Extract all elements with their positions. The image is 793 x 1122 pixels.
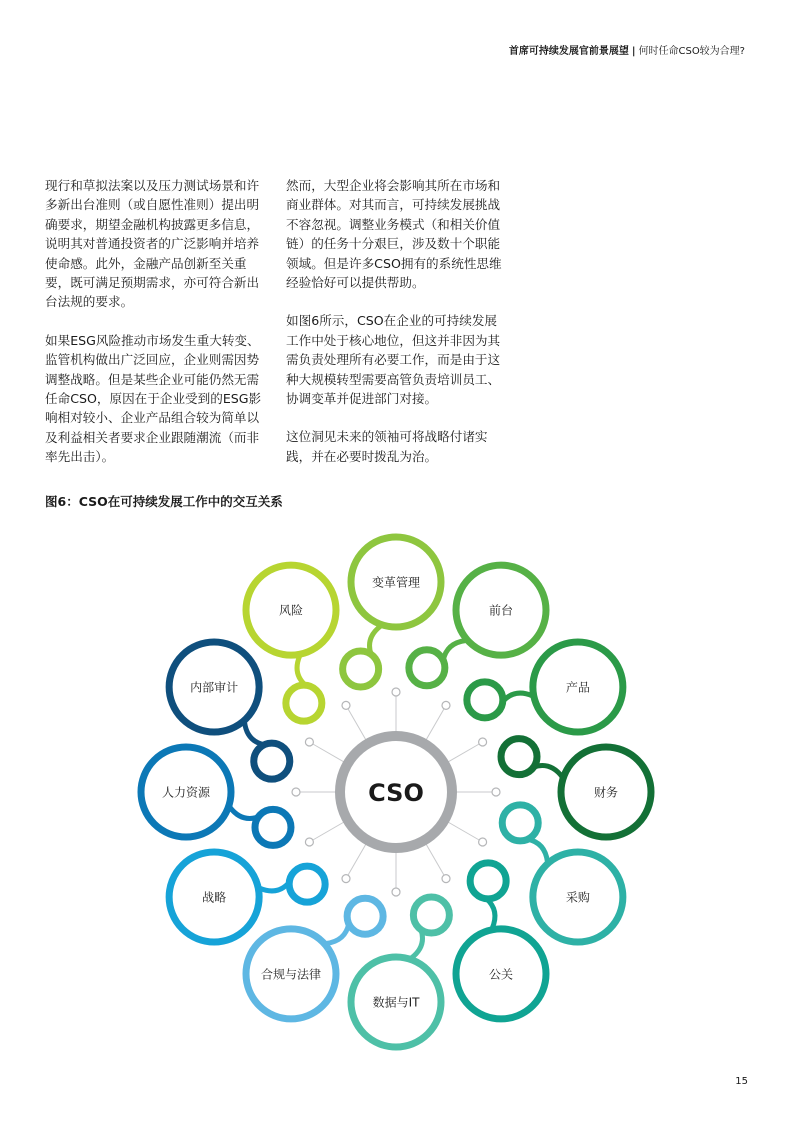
header-separator: |	[631, 46, 636, 57]
section-title: 何时任命CSO较为合理?	[638, 46, 745, 57]
connector-ring	[289, 866, 325, 902]
spoke-dot	[305, 738, 313, 746]
spoke-dot	[442, 701, 450, 709]
department-label: 财务	[593, 785, 619, 800]
page-header	[509, 42, 745, 57]
department-label: 变革管理	[371, 575, 421, 590]
department-label: 数据与IT	[372, 995, 420, 1010]
right-paragraph-3: 这位洞见未来的领袖可将战略付诸实践，并在必要时拨乱为治。	[286, 429, 488, 464]
spoke-dot	[392, 688, 400, 696]
left-paragraph-1: 现行和草拟法案以及压力测试场景和许多新出台准则（或自愿性准则）提出明确要求，期望金融机构披露更多信息，说明其对普通投资者的广泛影响并培养使命感。此外，金融产品创新至关重要，既可满足预期需求，亦可符合新出台法规的要求。	[45, 178, 260, 310]
connector-ring	[470, 863, 506, 899]
connector-ring	[467, 682, 503, 718]
spoke-dot	[479, 838, 487, 846]
spoke-dot	[479, 738, 487, 746]
connector-ring	[413, 897, 449, 933]
connector-ring	[409, 650, 445, 686]
spoke-dot	[342, 875, 350, 883]
right-paragraph-2: 如图6所示，CSO在企业的可持续发展工作中处于核心地位，但这并非因为其需负责处理所有必要工作，而是由于这种大规模转型需要高管负责培训员工、协调变革并促进部门对接。	[286, 313, 501, 407]
report-title: 首席可持续发展官前景展望	[508, 46, 629, 57]
department-label: 合规与法律	[260, 967, 322, 982]
left-column	[45, 176, 267, 486]
spoke-dot	[492, 788, 500, 796]
department-label: 产品	[565, 680, 590, 695]
spoke-dot	[292, 788, 300, 796]
department-label: 内部审计	[190, 680, 239, 695]
right-column	[286, 176, 508, 485]
left-paragraph-2: 如果ESG风险推动市场发生重大转变、监管机构做出广泛回应，企业则需因势调整战略。但是某些企业可能仍然无需任命CSO，原因在于企业受到的ESG影响相对较小、企业产品组合较为简单以及利益相关者要求企业跟随潮流（而非率先出击）。	[45, 332, 262, 465]
spoke-dot	[392, 888, 400, 896]
department-label: 采购	[565, 890, 590, 905]
spoke-dot	[442, 875, 450, 883]
connector-ring	[255, 809, 291, 845]
department-label: 风险	[278, 603, 304, 618]
department-label: 公关	[488, 967, 514, 982]
right-paragraph-1: 然而，大型企业将会影响其所在市场和商业群体。对其而言，可持续发展挑战不容忽视。调整业务模式（和相关价值链）的任务十分艰巨，涉及数十个职能领域。但是许多CSO拥有的系统性思维经验恰好可以提供帮助。	[286, 178, 502, 291]
page-number: 15	[735, 1076, 748, 1087]
department-label: 战略	[202, 890, 227, 905]
department-label: 前台	[488, 603, 514, 618]
cso-interaction-diagram	[0, 510, 793, 1070]
department-label: 人力资源	[161, 785, 211, 800]
cso-center-label: CSO	[368, 779, 424, 807]
connector-ring	[501, 739, 537, 775]
figure-title: 图6：CSO在可持续发展工作中的交互关系	[45, 494, 283, 509]
connector-ring	[347, 898, 383, 934]
connector-ring	[286, 685, 322, 721]
spoke-dot	[305, 838, 313, 846]
connector-ring	[254, 743, 290, 779]
connector-ring	[343, 651, 379, 687]
connector-ring	[502, 805, 538, 841]
spoke-dot	[342, 701, 350, 709]
